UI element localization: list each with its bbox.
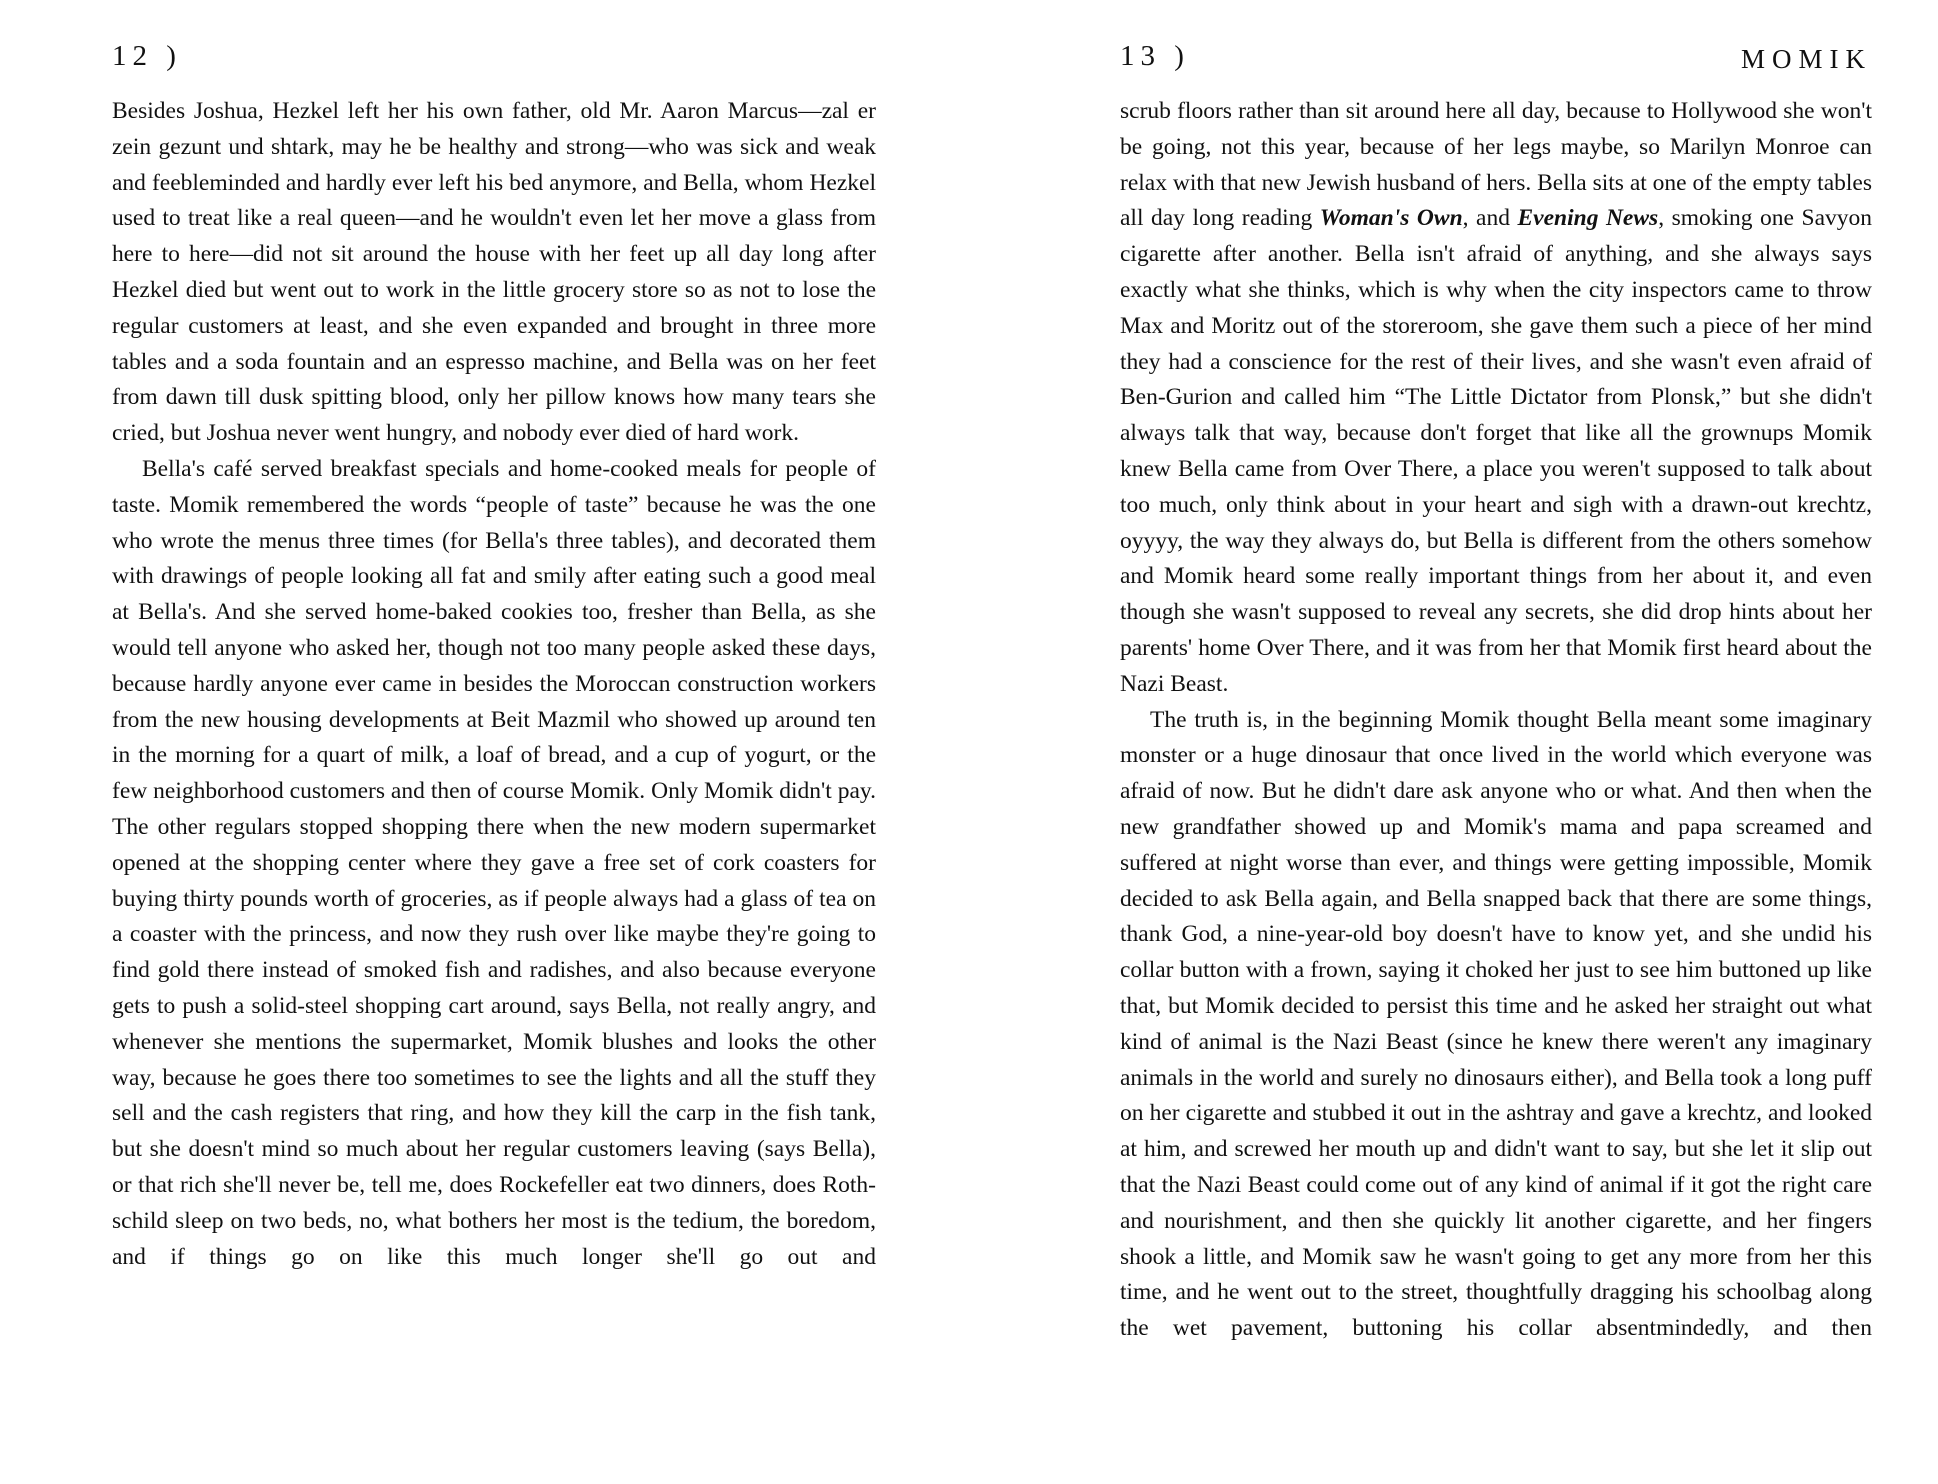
left-page bbox=[112, 0, 876, 1270]
left-page-header bbox=[112, 0, 876, 90]
page-number: 13 ) bbox=[1120, 40, 1190, 72]
right-page-body bbox=[1120, 94, 1872, 1347]
paragraph: Bella's café served breakfast specials and home-cooked meals for people of taste. Momik remembered the words “people of taste” because he was the one who wrote the menus three times (for Bella's three tables), and decorated them with drawings of people looking all fat and smily after eating such a good meal at Bella's. And she served home-baked cookies too, fresher than Bella, as she would tell anyone who asked her, though not too many people asked these days, because hardly anyone ever came in besides the Moroccan construction workers from the new housing developments at Beit Mazmil who showed up around ten in the morning for a quart of milk, a loaf of bread, and a cup of yogurt, or the few neighborhood customers and then of course Momik. Only Momik didn't pay. The other regulars stopped shopping there when the new modern supermarket opened at the shopping center where they gave a free set of cork coasters for buying thirty pounds worth of groceries, as if people always had a glass of tea on a coaster with the princess, and now they rush over like maybe they're going to find gold there instead of smoked fish and radishes, and also because everyone gets to push a solid-steel shopping cart around, says Bella, not really angry, and whenever she mentions the supermarket, Momik blushes and looks the other way, because he goes there too sometimes to see the lights and all the stuff they sell and the cash registers that ring, and how they kill the carp in the fish tank, but she doesn't mind so much about her regular customers leaving (says Bella), or that rich she'll never be, tell me, does Rockefeller eat two dinners, does Rothschild sleep on two beds, no, what bothers her most is the tedium, the boredom, and if things go on like this much longer she'll go out and bbox=[112, 455, 876, 1270]
publication-title: Woman's Own bbox=[1319, 205, 1463, 232]
right-page-header bbox=[1120, 0, 1872, 90]
paragraph: The truth is, in the beginning Momik thought Bella meant some imaginary monster or a huge dinosaur that once lived in the world which everyone was afraid of now. But he didn't dare ask anyone who or what. And then when the new grandfather showed up and Momik's mama and papa screamed and suffered at night worse than ever, and things were getting impossible, Momik decided to ask Bella again, and Bella snapped back that there are some things, thank God, a nine-year-old boy doesn't have to know yet, and she undid his collar button with a frown, saying it choked her just to see him buttoned up like that, but Momik decided to persist this time and he asked her straight out what kind of animal is the Nazi Beast (since he knew there weren't any imaginary animals in the world and surely no dinosaurs either), and Bella took a long puff on her cigarette and stubbed it out in the ashtray and gave a krechtz, and looked at him, and screwed her mouth up and didn't want to say, but she let it slip out that the Nazi Beast could come out of any kind of animal if it got the right care and nourishment, and then she quickly lit another cigarette, and her fingers shook a little, and Momik saw he wasn't going to get any more from her this time, and he went out to the street, thoughtfully dragging his schoolbag along the wet pavement, buttoning his collar absentmindedly, and then bbox=[1120, 706, 1872, 1342]
text-run: , smoking one Savyon cigarette after another. Bella isn't afraid of anything, and she always says exactly what she thinks, which is why when the city inspectors came to throw Max and Moritz out of the storeroom, she gave them such a piece of her mind they had a conscience for the rest of their lives, and she wasn't even afraid of Ben-Gurion and called him “The Little Dictator from Plonsk,” but she didn't always talk that way, because don't forget that like all the grownups Momik knew Bella came from Over There, a place you weren't supposed to talk about too much, only think about in your heart and sigh with a drawn-out krechtz, oyyyy, the way they always do, but Bella is different from the others somehow and Momik heard some really important things from her about it, and even though she wasn't supposed to reveal any secrets, she did drop hints about her parents' home Over There, and it was from her that Momik first heard about the Nazi Beast. bbox=[1120, 205, 1872, 697]
paragraph bbox=[1120, 94, 1872, 703]
text-run: scrub floors rather than sit around here all day, because to Hollywood she won't be going, not this year, because of her legs maybe, so Marilyn Monroe can relax with that new Jewish husband of hers. Bella sits at one of the empty tables all day long reading bbox=[1120, 98, 1872, 232]
left-page-body bbox=[112, 94, 876, 1275]
text-run: , and bbox=[1462, 205, 1518, 232]
page-number: 12 ) bbox=[112, 40, 182, 72]
publication-title: Evening News bbox=[1517, 205, 1659, 232]
paragraph: Besides Joshua, Hezkel left her his own father, old Mr. Aaron Marcus—zal er zein gezunt und shtark, may he be healthy and strong—who was sick and weak and feebleminded and hardly ever left his bed anymore, and Bella, whom Hezkel used to treat like a real queen—and he wouldn't even let her move a glass from here to here—did not sit around the house with her feet up all day long after Hezkel died but went out to work in the little grocery store so as not to lose the regular customers at least, and she even expanded and brought in three more tables and a soda fountain and an espresso machine, and Bella was on her feet from dawn till dusk spitting blood, only her pillow knows how many tears she cried, but Joshua never went hungry, and nobody ever died of hard work. bbox=[112, 98, 876, 447]
running-head: MOMIK bbox=[1740, 44, 1872, 74]
right-page bbox=[1120, 0, 1872, 1342]
